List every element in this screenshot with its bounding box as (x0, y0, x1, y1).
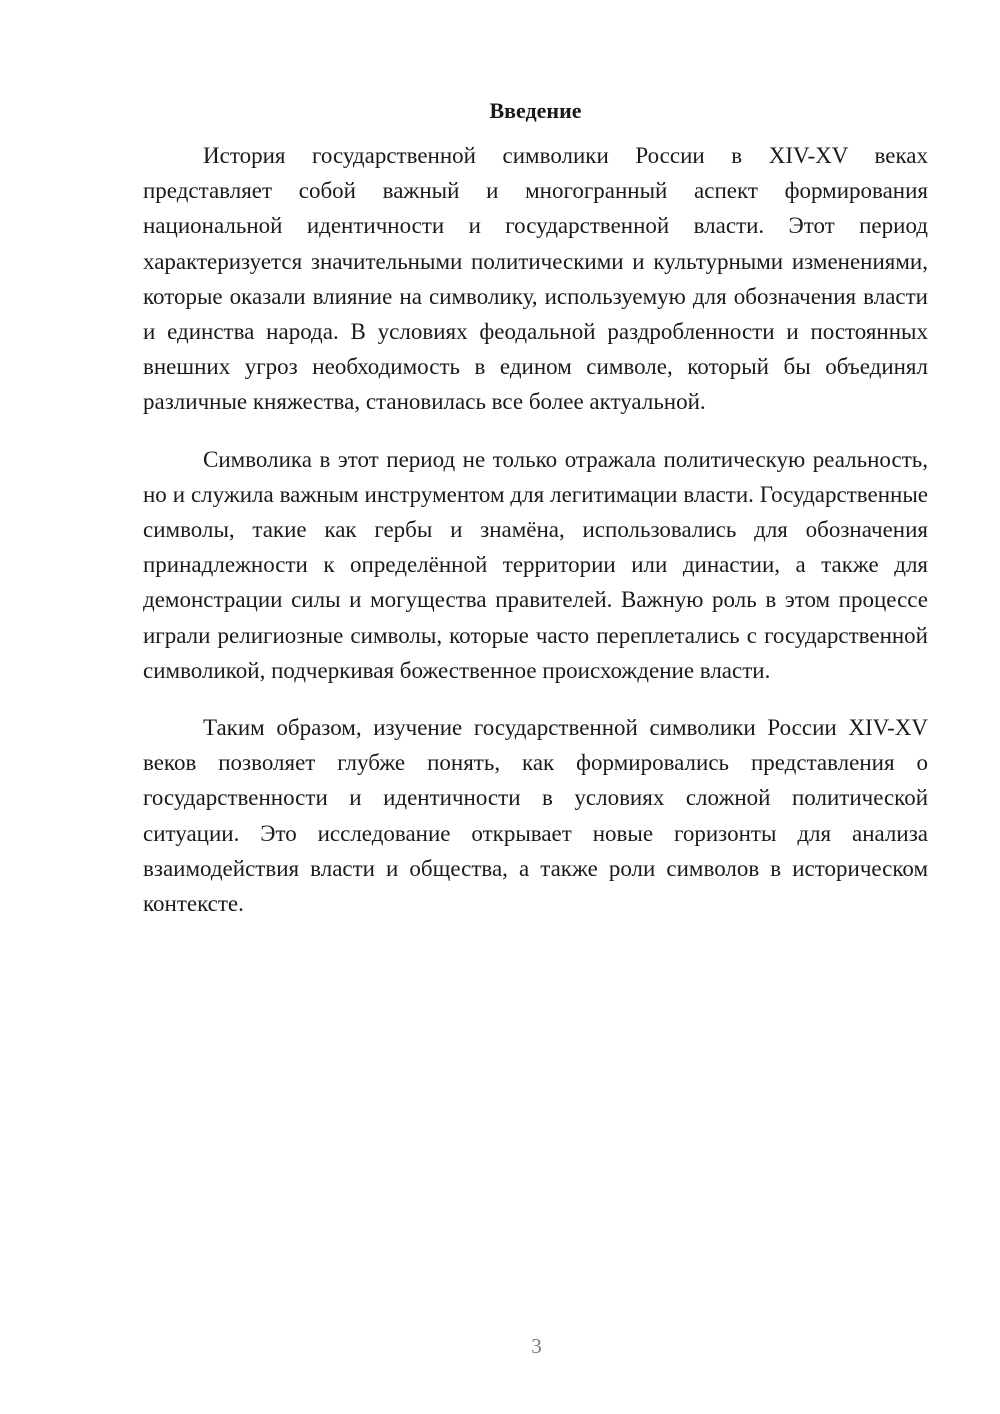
paragraph-1: История государственной символики России в XIV-XV веках представляет собой важный и многогранный аспект формирования национальной идентичности и государственной власти. Этот период характеризуется значительными политическими и культурными изменениями, которые оказали влияние на символику, используемую для обозначения власти и единства народа. В условиях феодальной раздробленности и постоянных внешних угроз необходимость в едином символе, который бы объединял различные княжества, становилась все более актуальной. (143, 143, 928, 415)
paragraph-3: Таким образом, изучение государственной символики России XIV-XV веков позволяет глубже понять, как формировались представления о государственности и идентичности в условиях сложной политической ситуации. Это исследование открывает новые горизонты для анализа взаимодействия власти и общества, а также роли символов в историческом контексте. (143, 715, 928, 917)
section-title: Введение (489, 98, 582, 123)
page-content (143, 96, 928, 943)
page-number: 3 (531, 1334, 542, 1358)
paragraph-2: Символика в этот период не только отражала политическую реальность, но и служила важным инструментом для легитимации власти. Государственные символы, такие как гербы и знамёна, использовались для обозначения принадлежности к определённой территории или династии, а также для демонстрации силы и могущества правителей. Важную роль в этом процессе играли религиозные символы, которые часто переплетались с государственной символикой, подчеркивая божественное происхождение власти. (143, 446, 928, 683)
